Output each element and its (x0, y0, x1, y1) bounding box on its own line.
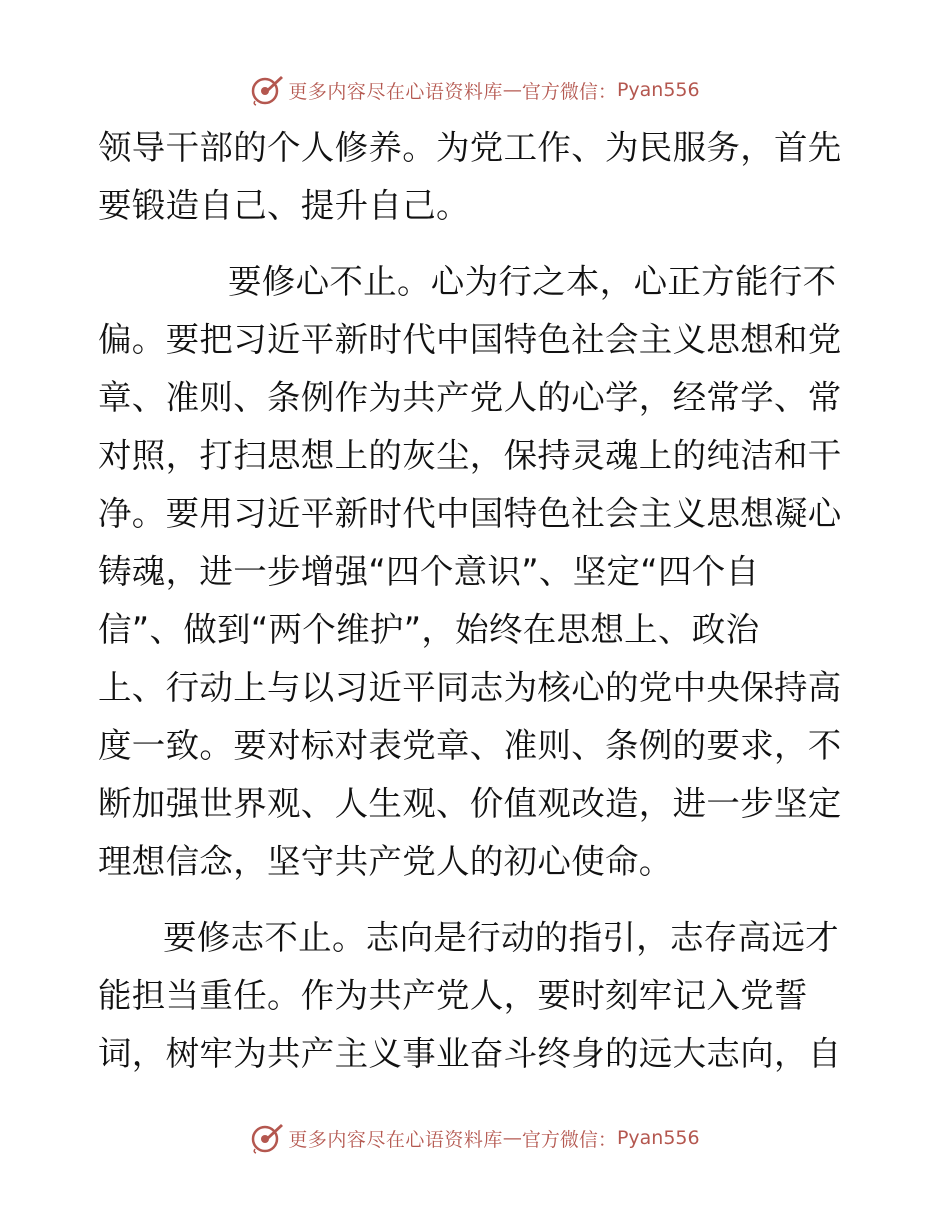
pen-logo-icon (250, 73, 284, 107)
text-line: 偏。要把习近平新时代中国特色社会主义思想和党 (98, 320, 842, 359)
banner-wechat-id: Pyan556 (616, 1127, 700, 1149)
banner-main-text: 更多内容尽在心语资料库 (288, 1128, 503, 1151)
header-banner (0, 70, 950, 110)
footer-banner (0, 1118, 950, 1158)
text-line: 铸魂，进一步增强“四个意识”、坚定“四个自 (98, 552, 760, 591)
banner-dash: — (502, 1127, 522, 1149)
text-line: 度一致。要对标对表党章、准则、条例的要求，不 (98, 726, 842, 765)
text-line: 词，树牢为共产主义事业奋斗终身的远大志向，自 (98, 1034, 842, 1073)
paragraph (98, 253, 858, 891)
text-line: 理想信念，坚守共产党人的初心使命。 (98, 842, 673, 881)
paragraph-gap (98, 235, 858, 253)
banner-main-text: 更多内容尽在心语资料库 (288, 80, 503, 103)
text-line: 章、准则、条例作为共产党人的心学，经常学、常 (98, 378, 842, 417)
text-line: 要锻造自己、提升自己。 (98, 186, 470, 225)
banner-dash: — (502, 79, 522, 101)
text-line: 断加强世界观、人生观、价值观改造，进一步坚定 (98, 784, 842, 823)
text-line: 要修心不止。心为行之本，心正方能行不 (227, 262, 837, 301)
text-line: 上、行动上与以习近平同志为核心的党中央保持高 (98, 668, 842, 707)
document-body (98, 119, 858, 1083)
text-line: 净。要用习近平新时代中国特色社会主义思想凝心 (98, 494, 842, 533)
text-line: 领导干部的个人修养。为党工作、为民服务，首先 (98, 128, 842, 167)
text-line: 要修志不止。志向是行动的指引，志存高远才 (162, 918, 839, 957)
banner-wechat-label: 官方微信： (521, 1128, 617, 1151)
pen-logo-icon (250, 1121, 284, 1155)
banner-wechat-id: Pyan556 (616, 79, 700, 101)
banner-wechat-label: 官方微信： (521, 80, 617, 103)
paragraph (98, 119, 858, 235)
text-line: 信”、做到“两个维护”，始终在思想上、政治 (98, 610, 760, 649)
text-line: 能担当重任。作为共产党人，要时刻牢记入党誓 (98, 976, 808, 1015)
paragraph-gap (98, 891, 858, 909)
text-line: 对照，打扫思想上的灰尘，保持灵魂上的纯洁和干 (98, 436, 842, 475)
paragraph (98, 909, 858, 1083)
